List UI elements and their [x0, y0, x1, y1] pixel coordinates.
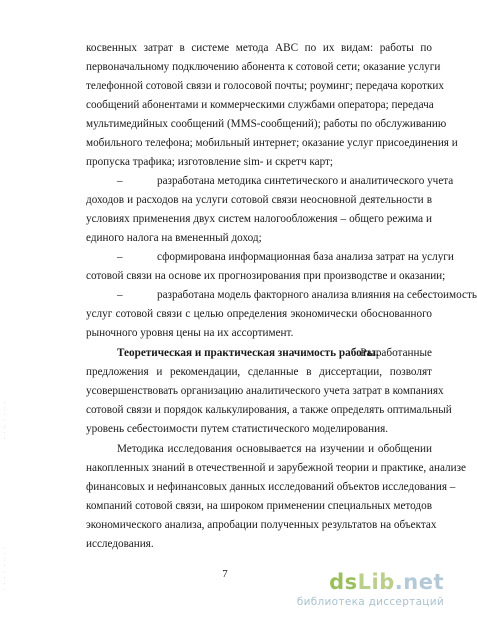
text-line: пропуска трафика; изготовление sim- и скретч карт;	[86, 156, 334, 168]
text-line: уровень себестоимости путем статистического моделирования.	[86, 423, 389, 435]
text-line: мультимедийных сообщений (MMS-сообщений); работы по обслуживанию	[86, 118, 447, 130]
text-line: сформирована информационная база анализа затрат на услуги	[157, 251, 454, 263]
text-line: сотовой связи на основе их прогнозирования при производстве и оказании;	[86, 270, 446, 282]
list-dash: –	[117, 289, 123, 301]
text-line: Методика исследования основывается на изучении и обобщении	[117, 443, 432, 455]
dslib-logo	[329, 570, 444, 594]
text-line: Разработанные	[360, 347, 432, 359]
text-line: первоначальному подключению абонента к сотовой сети; оказание услуги	[86, 61, 441, 73]
text-line: телефонной сотовой связи и голосовой почты; роуминг; передача коротких	[86, 80, 445, 92]
text-line: единого налога на вмененный доход;	[86, 232, 262, 244]
text-line: мобильного телефона; мобильный интернет; оказание услуг присоединения и	[86, 137, 458, 149]
text-line: компаний сотовой связи, на широком применении специальных методов	[86, 500, 432, 512]
text-line: исследования.	[86, 538, 154, 550]
text-line: услуг сотовой связи с целью определения экономически обоснованного	[86, 308, 432, 320]
text-line: усовершенствовать организацию аналитического учета затрат в компаниях	[86, 385, 444, 397]
scan-margin-marks: · : · · : · ·	[4, 400, 6, 442]
page-number: 7	[222, 568, 228, 580]
logo-ds: ds	[329, 570, 358, 594]
dslib-watermark	[274, 570, 444, 614]
logo-lib: Lib	[357, 570, 395, 594]
list-dash: –	[117, 175, 123, 187]
text-line: разработана методика синтетического и аналитического учета	[157, 175, 454, 187]
text-line: рыночного уровня цены на их ассортимент.	[86, 327, 294, 339]
text-line: экономического анализа, апробации полученных результатов на объектах	[86, 519, 437, 531]
text-line: косвенных затрат в системе метода ABC по их видам: работы по	[86, 42, 432, 54]
text-line: доходов и расходов на услуги сотовой связи неосновной деятельности в	[86, 194, 432, 206]
logo-net: .net	[394, 570, 444, 594]
text-line: предложения и рекомендации, сделанные в диссертации, позволят	[86, 366, 432, 378]
section-heading	[117, 347, 379, 360]
text-line: накопленных знаний в отечественной и зарубежной теории и практике, анализе	[86, 462, 466, 474]
text-line: разработана модель факторного анализа влияния на себестоимость	[157, 289, 477, 301]
text-line: сотовой связи и порядок калькулирования, а также определять оптимальный	[86, 404, 452, 416]
list-dash: –	[117, 251, 123, 263]
text-line: условиях применения двух систем налогообложения – общего режима и	[86, 213, 432, 225]
heading-bold-text: Теоретическая и практическая значимость работы.	[117, 347, 379, 359]
text-line: финансовых и нефинансовых данных исследований объектов исследования –	[86, 481, 456, 493]
text-line: сообщений абонентами и коммерческими службами оператора; передача	[86, 99, 434, 111]
scan-margin-marks: · · : · · · · ·	[4, 545, 6, 593]
watermark-subtitle: библиотека диссертаций	[296, 596, 444, 608]
